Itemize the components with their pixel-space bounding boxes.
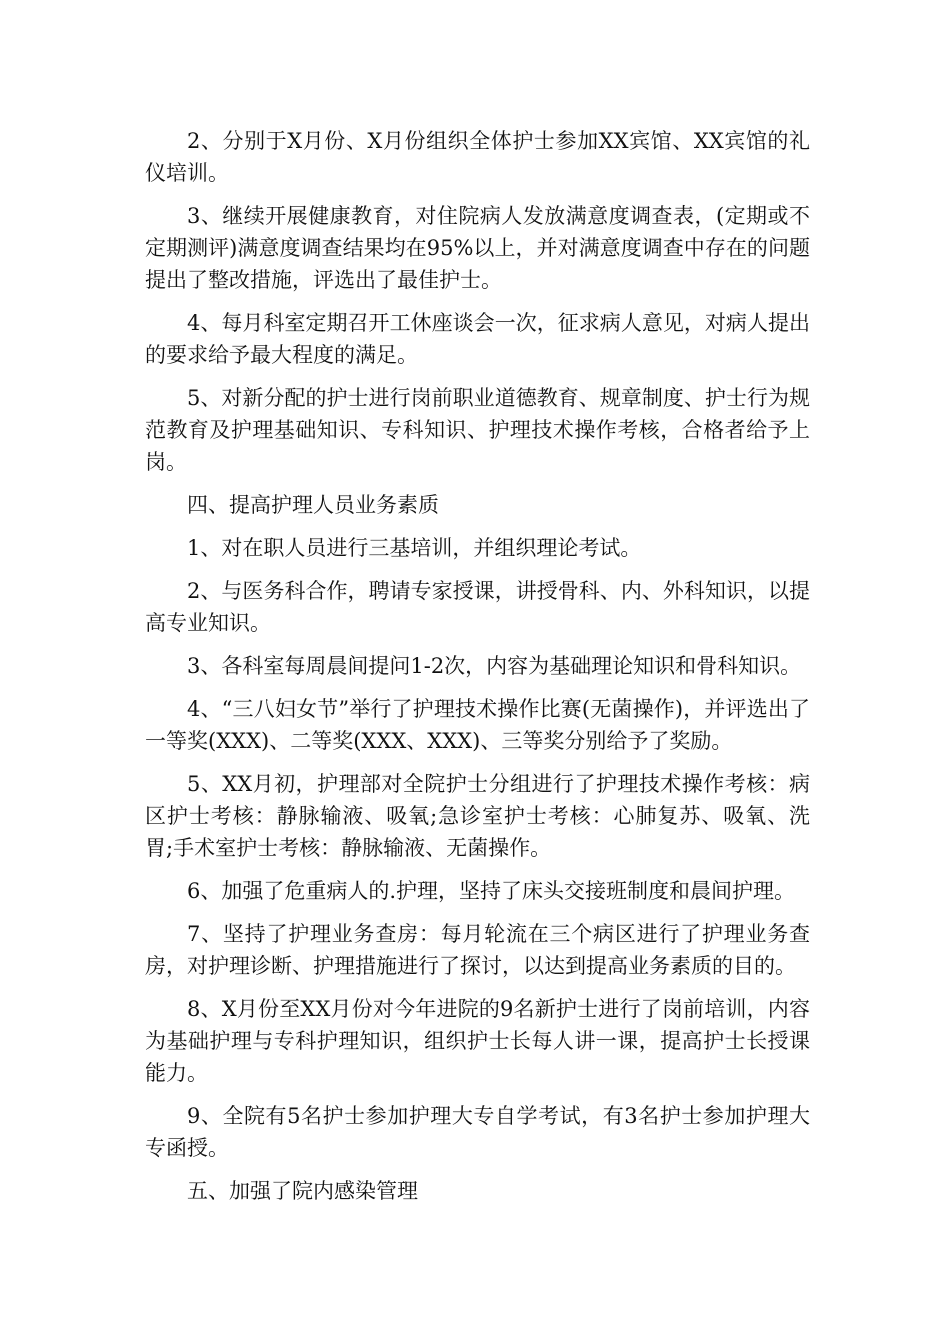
document-body [145, 125, 810, 1218]
paragraph-item-3-morning-questions: 3、各科室每周晨间提问1-2次，内容为基础理论知识和骨科知识。 [187, 654, 802, 678]
paragraph-item-9-exams: 9、全院有5名护士参加护理大专自学考试，有3名护士参加护理大专函授。 [145, 1104, 810, 1160]
paragraph-item-8-pre-job-training: 8、X月份至XX月份对今年进院的9名新护士进行了岗前培训，内容为基础护理与专科护理知识，组织护士长每人讲一课，提高护士长授课能力。 [145, 997, 810, 1085]
section-heading-5: 五、加强了院内感染管理 [187, 1179, 418, 1203]
paragraph-item-5-new-nurses: 5、对新分配的护士进行岗前职业道德教育、规章制度、护士行为规范教育及护理基础知识、专科知识、护理技术操作考核，合格者给予上岗。 [145, 386, 810, 474]
paragraph-item-2-lectures: 2、与医务科合作，聘请专家授课，讲授骨科、内、外科知识，以提高专业知识。 [145, 579, 810, 635]
paragraph-item-7-ward-rounds: 7、坚持了护理业务查房：每月轮流在三个病区进行了护理业务查房，对护理诊断、护理措施进行了探讨，以达到提高业务素质的目的。 [145, 922, 810, 978]
paragraph-item-4-forum: 4、每月科室定期召开工休座谈会一次，征求病人意见，对病人提出的要求给予最大程度的满足。 [145, 311, 810, 367]
paragraph-item-3-health-education: 3、继续开展健康教育，对住院病人发放满意度调查表，(定期或不定期测评)满意度调查结果均在95%以上，并对满意度调查中存在的问题提出了整改措施，评选出了最佳护士。 [145, 204, 810, 292]
section-heading-4: 四、提高护理人员业务素质 [187, 493, 439, 517]
paragraph-item-2-etiquette: 2、分别于X月份、X月份组织全体护士参加XX宾馆、XX宾馆的礼仪培训。 [145, 129, 810, 185]
paragraph-item-1-training: 1、对在职人员进行三基培训，并组织理论考试。 [187, 536, 642, 560]
paragraph-item-6-critical-care: 6、加强了危重病人的.护理，坚持了床头交接班制度和晨间护理。 [187, 879, 796, 903]
paragraph-item-5-assessment: 5、XX月初，护理部对全院护士分组进行了护理技术操作考核：病区护士考核：静脉输液、吸氧;急诊室护士考核：心肺复苏、吸氧、洗胃;手术室护士考核：静脉输液、无菌操作。 [145, 772, 810, 860]
paragraph-item-4-competition: 4、“三八妇女节”举行了护理技术操作比赛(无菌操作)，并评选出了一等奖(XXX)、二等奖(XXX、XXX)、三等奖分别给予了奖励。 [145, 697, 810, 753]
